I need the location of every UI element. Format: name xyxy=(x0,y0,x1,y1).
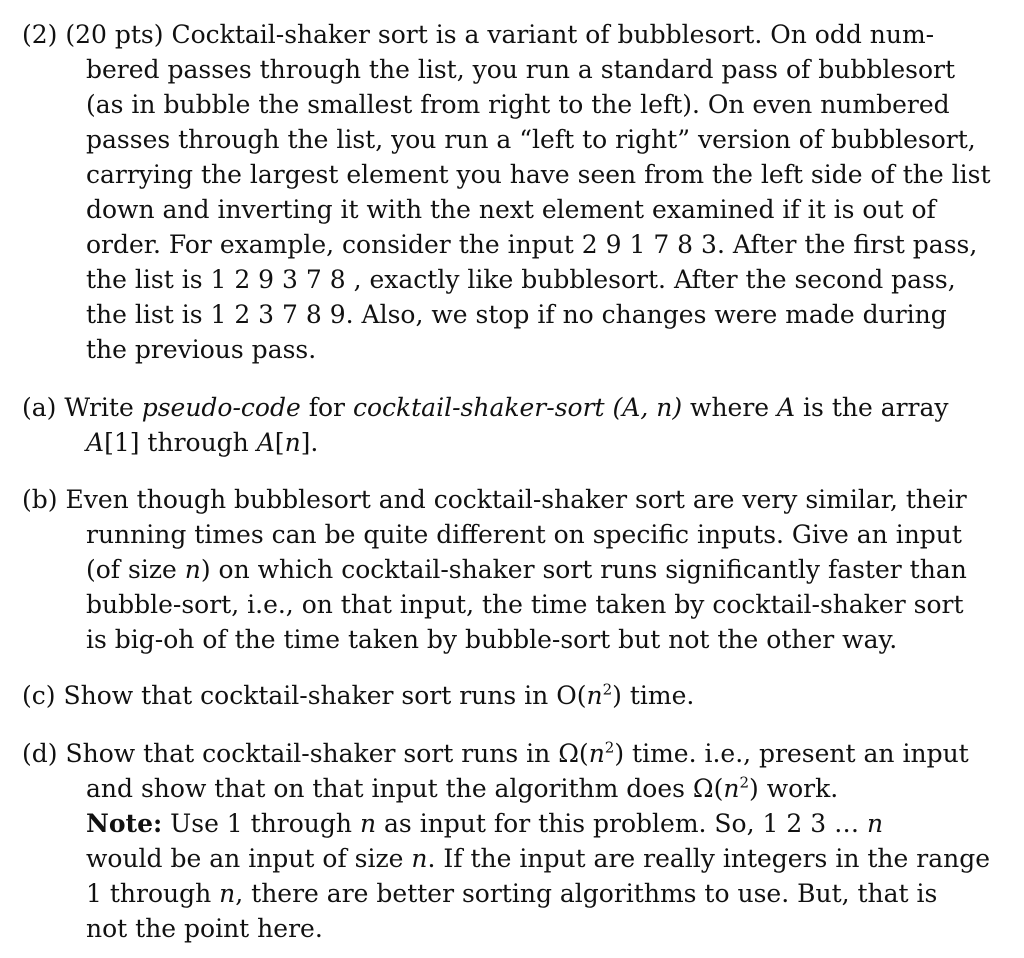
text-run: pseudo-code xyxy=(141,393,301,422)
part-c-label: (c) xyxy=(22,681,56,710)
math-var: n xyxy=(184,555,201,584)
text-run: [ xyxy=(274,428,285,457)
part-a-label: (a) xyxy=(22,393,57,422)
problem-line: the list is 1 2 3 7 8 9. Also, we stop if no changes were made during xyxy=(86,300,947,329)
part-b-line-3 xyxy=(86,552,967,587)
text-run: as input for this problem. So, 1 2 3 xyxy=(376,809,835,838)
note-label: Note: xyxy=(86,809,163,838)
text-run: [1] through xyxy=(104,428,257,457)
math-var: n xyxy=(723,774,740,803)
math-exponent: 2 xyxy=(604,738,615,757)
part-d-line-1 xyxy=(22,736,969,771)
math-var: n xyxy=(219,879,236,908)
text-run: where xyxy=(682,393,778,422)
math-var: A xyxy=(777,393,796,422)
math-var: n xyxy=(586,681,603,710)
text-run: would be an input of size xyxy=(86,844,412,873)
text-run: ) time. i.e., present an input xyxy=(614,739,969,768)
text-run: ) on which cocktail-shaker sort runs significantly faster than xyxy=(200,555,967,584)
text-run: Show that cocktail-shaker sort runs in O( xyxy=(63,681,587,710)
text-run: is the array xyxy=(795,393,949,422)
text-run: and show that on that input the algorithm does Ω( xyxy=(86,774,724,803)
part-d-line-5 xyxy=(86,876,937,911)
part-d-line-2 xyxy=(86,771,838,806)
math-var: A xyxy=(256,428,275,457)
text-run: ) work. xyxy=(749,774,839,803)
math-var: n xyxy=(359,809,377,838)
part-d-label: (d) xyxy=(22,739,58,768)
text-run: 1 through xyxy=(86,879,220,908)
math-var: n xyxy=(867,809,884,838)
math-var: n xyxy=(588,739,605,768)
part-b-line-5: is big-oh of the time taken by bubble-sort but not the other way. xyxy=(86,625,898,654)
text-run: ) time. xyxy=(612,681,695,710)
problem-line: passes through the list, you run a “left to right” version of bubblesort, xyxy=(86,125,976,154)
problem-first-line xyxy=(22,17,934,52)
problem-line: carrying the largest element you have seen from the left side of the list xyxy=(86,160,991,189)
ellipsis: … xyxy=(834,809,860,838)
part-b-line-1 xyxy=(22,482,967,517)
problem-points: (20 pts) xyxy=(65,20,164,49)
part-b-line-2: running times can be quite different on specific inputs. Give an input xyxy=(86,520,962,549)
problem-line: the list is 1 2 9 3 7 8 , exactly like bubblesort. After the second pass, xyxy=(86,265,956,294)
text-run: Write xyxy=(64,393,142,422)
text-run: Show that cocktail-shaker sort runs in Ω( xyxy=(65,739,589,768)
text-run: Use 1 through xyxy=(162,809,360,838)
problem-number: (2) xyxy=(22,20,58,49)
part-a-line-2 xyxy=(86,425,318,460)
text-run: Even though bubblesort and cocktail-shaker sort are very similar, their xyxy=(65,485,967,514)
math-exponent: 2 xyxy=(602,680,613,699)
text-run: . If the input are really integers in the range xyxy=(427,844,991,873)
part-b-label: (b) xyxy=(22,485,58,514)
part-d-line-4 xyxy=(86,841,990,876)
problem-line: down and inverting it with the next element examined if it is out of xyxy=(86,195,936,224)
problem-line: order. For example, consider the input 2 9 1 7 8 3. After the first pass, xyxy=(86,230,978,259)
text-run: cocktail-shaker-sort (A, n) xyxy=(352,393,683,422)
part-a-line-1 xyxy=(22,390,949,425)
problem-line: the previous pass. xyxy=(86,335,317,364)
part-d-note-line xyxy=(86,806,883,841)
math-var: A xyxy=(86,428,105,457)
part-d-line-6: not the point here. xyxy=(86,914,323,943)
problem-line: (as in bubble the smallest from right to the left). On even numbered xyxy=(86,90,950,119)
part-c-line-1 xyxy=(22,678,694,713)
math-var: n xyxy=(284,428,301,457)
text-run: (of size xyxy=(86,555,185,584)
text-run: ]. xyxy=(300,428,319,457)
math-var: n xyxy=(411,844,428,873)
part-b-line-4: bubble-sort, i.e., on that input, the time taken by cocktail-shaker sort xyxy=(86,590,964,619)
math-exponent: 2 xyxy=(739,773,750,792)
text-run: for xyxy=(300,393,353,422)
text-run: , there are better sorting algorithms to use. But, that is xyxy=(235,879,938,908)
problem-line: Cocktail-shaker sort is a variant of bubblesort. On odd num- xyxy=(171,20,935,49)
problem-line: bered passes through the list, you run a standard pass of bubblesort xyxy=(86,55,955,84)
